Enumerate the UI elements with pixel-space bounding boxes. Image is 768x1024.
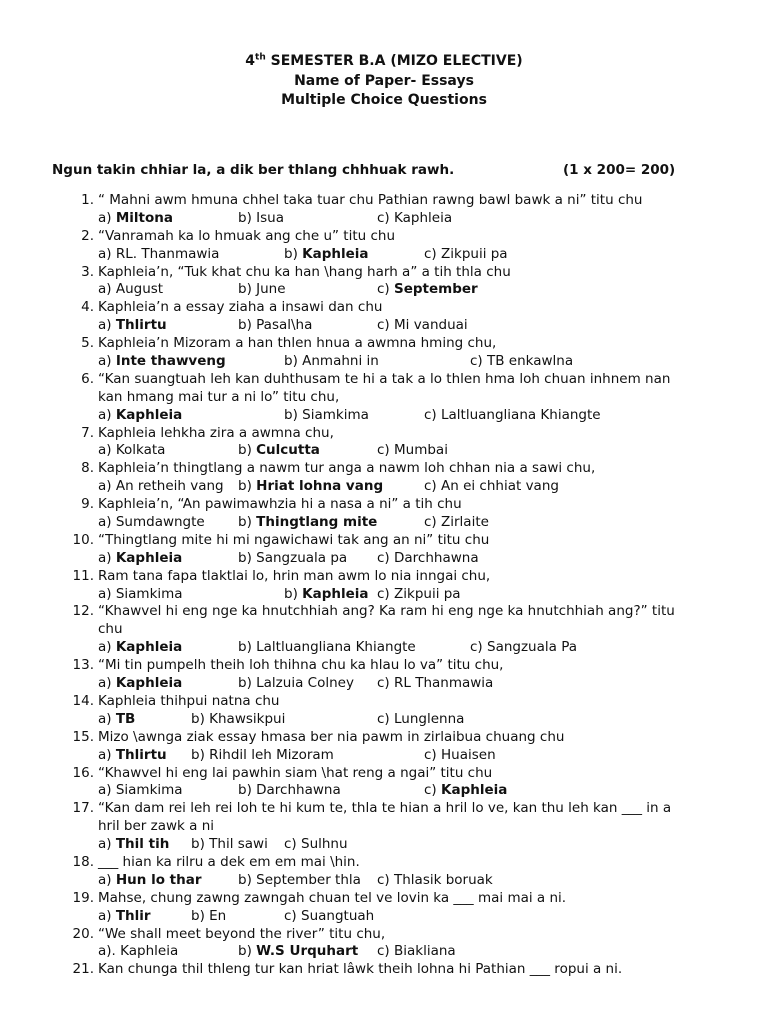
- option-text: Siamkima: [302, 406, 369, 423]
- question-number: 14.: [72, 692, 94, 709]
- answer-option: [98, 442, 165, 460]
- option-label: a): [98, 836, 112, 853]
- answer-option: [98, 872, 202, 890]
- option-label: c): [424, 478, 437, 495]
- question-line: [0, 890, 768, 908]
- question-line: [0, 657, 768, 675]
- question-line: [0, 765, 768, 783]
- option-label: c): [377, 317, 390, 334]
- question-number: 9.: [81, 496, 94, 513]
- answer-option: [98, 943, 178, 961]
- question-number: 20.: [72, 925, 94, 942]
- option-text-correct: Thlirtu: [115, 746, 167, 763]
- question-text: Kaphleia’n thingtlang a nawm tur anga a nawm loh chhan nia a sawi chu,: [98, 460, 596, 477]
- answer-option: [98, 639, 182, 657]
- option-label: c): [470, 353, 483, 370]
- question-line: [0, 603, 768, 621]
- option-label: b): [238, 442, 252, 459]
- answer-option: [284, 836, 348, 854]
- options-row: [0, 281, 768, 299]
- option-text-correct: Hriat lohna vang: [256, 478, 384, 495]
- question-line: [0, 926, 768, 944]
- answer-option: [424, 747, 496, 765]
- question-number: 1.: [81, 192, 94, 208]
- document-header: [0, 52, 768, 111]
- option-label: c): [424, 746, 437, 763]
- answer-option: [191, 836, 268, 854]
- option-label: c): [377, 675, 390, 692]
- question-line: [0, 693, 768, 711]
- options-row: [0, 872, 768, 890]
- question-text: chu: [98, 621, 123, 638]
- answer-option: [191, 908, 226, 926]
- question-line: [0, 299, 768, 317]
- answer-option: [98, 711, 135, 729]
- question-number: 8.: [81, 460, 94, 477]
- options-row: [0, 550, 768, 568]
- option-label: b): [284, 353, 298, 370]
- options-row: [0, 711, 768, 729]
- option-label: a): [98, 478, 112, 495]
- answer-option: [284, 246, 369, 264]
- option-label: c): [377, 943, 390, 960]
- option-text: Mumbai: [394, 442, 448, 459]
- marks-text: (1 x 200= 200): [563, 162, 676, 178]
- option-text: Kaphleia: [120, 943, 179, 960]
- answer-option: [238, 478, 383, 496]
- question-line: [0, 425, 768, 443]
- option-label: a): [98, 585, 112, 602]
- options-row: [0, 836, 768, 854]
- question-continuation: [0, 621, 768, 639]
- question-line: [0, 228, 768, 246]
- option-text: TB enkawlna: [487, 353, 574, 370]
- option-text: RL Thanmawia: [394, 675, 494, 692]
- answer-option: [98, 514, 205, 532]
- option-text-correct: Thlirtu: [115, 317, 167, 334]
- options-row: [0, 675, 768, 693]
- option-text: August: [115, 281, 164, 298]
- option-text-correct: Thil tih: [115, 836, 170, 853]
- answer-option: [377, 943, 456, 961]
- question-number: 11.: [72, 567, 94, 584]
- section-title: Multiple Choice Questions: [281, 92, 487, 108]
- paper-name: Name of Paper- Essays: [294, 72, 474, 89]
- option-label: c): [377, 549, 390, 566]
- option-text: Siamkima: [115, 782, 183, 799]
- answer-option: [424, 478, 559, 496]
- question-text: “Thingtlang mite hi mi ngawichawi tak ang an ni” titu chu: [98, 531, 490, 548]
- question-line: [0, 961, 768, 979]
- answer-option: [470, 639, 577, 657]
- answer-option: [238, 514, 377, 532]
- question-text: Mahse, chung zawng zawngah chuan tel ve lovin ka ___ mai mai a ni.: [98, 889, 567, 906]
- option-label: b): [238, 871, 252, 888]
- options-row: [0, 317, 768, 335]
- option-label: a): [98, 317, 112, 334]
- question-text: “Khawvel hi eng nge ka hnutchhiah ang? Ka ram hi eng nge ka hnutchhiah ang?” titu: [98, 603, 675, 620]
- answer-option: [238, 943, 358, 961]
- option-label: b): [238, 317, 252, 334]
- answer-option: [98, 210, 173, 228]
- question-line: [0, 335, 768, 353]
- option-text: En: [209, 907, 227, 924]
- option-text: Suangtuah: [301, 907, 375, 924]
- answer-option: [238, 550, 347, 568]
- question-text: “Kan dam rei leh rei loh te hi kum te, thla te hian a hril lo ve, kan thu leh kan ___ in a: [98, 800, 672, 817]
- answer-option: [238, 442, 320, 460]
- question-text: “ Mahni awm hmuna chhel taka tuar chu Pathian rawng bawl bawk a ni” titu chu: [98, 192, 643, 208]
- option-text: Laltluangliana Khiangte: [256, 639, 416, 656]
- question-line: [0, 460, 768, 478]
- question-list: [0, 192, 768, 979]
- option-label: a): [98, 406, 112, 423]
- option-text-correct: Kaphleia: [302, 585, 369, 602]
- option-label: a): [98, 549, 112, 566]
- question-line: [0, 532, 768, 550]
- options-row: [0, 639, 768, 657]
- option-text: Rihdil leh Mizoram: [209, 746, 334, 763]
- question-line: [0, 854, 768, 872]
- option-text: Lalzuia Colney: [256, 675, 354, 692]
- question-text: “Khawvel hi eng lai pawhin siam \hat reng a ngai” titu chu: [98, 764, 493, 781]
- option-label: a): [98, 442, 112, 459]
- question-line: [0, 496, 768, 514]
- option-label: a): [98, 710, 112, 727]
- option-text: Sangzuala Pa: [487, 639, 578, 656]
- question-line: [0, 568, 768, 586]
- question-number: 19.: [72, 889, 94, 906]
- options-row: [0, 246, 768, 264]
- question-text: “We shall meet beyond the river” titu chu,: [98, 925, 386, 942]
- option-text: Siamkima: [115, 585, 183, 602]
- option-text: Sulhnu: [301, 836, 348, 853]
- question-text: Kaphleia’n Mizoram a han thlen hnua a awmna hming chu,: [98, 335, 497, 352]
- option-label: b): [238, 782, 252, 799]
- option-text: RL. Thanmawia: [115, 245, 220, 262]
- answer-option: [470, 353, 573, 371]
- option-label: c): [284, 836, 297, 853]
- answer-option: [377, 872, 493, 890]
- question-text: Ram tana fapa tlaktlai lo, hrin man awm lo nia inngai chu,: [98, 567, 491, 584]
- question-number: 6.: [81, 370, 94, 387]
- answer-option: [238, 675, 354, 693]
- option-text: September thla: [256, 871, 361, 888]
- question-number: 13.: [72, 657, 94, 674]
- question-number: 5.: [81, 335, 94, 352]
- options-row: [0, 478, 768, 496]
- option-text: An retheih vang: [115, 478, 224, 495]
- option-label: a): [98, 353, 112, 370]
- option-label: b): [238, 675, 252, 692]
- options-row: [0, 353, 768, 371]
- option-label: c): [377, 442, 390, 459]
- answer-option: [98, 836, 169, 854]
- question-line: [0, 729, 768, 747]
- option-text-correct: Thingtlang mite: [256, 514, 378, 531]
- option-text: Thil sawi: [209, 836, 268, 853]
- question-continuation: [0, 818, 768, 836]
- option-text: Sangzuala pa: [256, 549, 348, 566]
- question-line: [0, 371, 768, 389]
- option-label: a): [98, 746, 112, 763]
- answer-option: [238, 210, 284, 228]
- options-row: [0, 442, 768, 460]
- answer-option: [377, 317, 468, 335]
- option-label: c): [284, 907, 297, 924]
- answer-option: [98, 550, 182, 568]
- option-text: Kaphleia: [394, 209, 453, 226]
- option-text: Anmahni in: [302, 353, 379, 370]
- answer-option: [238, 281, 286, 299]
- option-text: Zirlaite: [441, 514, 489, 531]
- answer-option: [377, 675, 493, 693]
- option-text: Huaisen: [441, 746, 496, 763]
- option-text: Darchhawna: [256, 782, 341, 799]
- answer-option: [424, 782, 507, 800]
- option-label: c): [377, 871, 390, 888]
- option-text: Zikpuii pa: [394, 585, 461, 602]
- option-label: b): [238, 281, 252, 298]
- answer-option: [191, 711, 285, 729]
- option-label: a): [98, 907, 112, 924]
- answer-option: [98, 908, 151, 926]
- option-text: Darchhawna: [394, 549, 479, 566]
- options-row: [0, 586, 768, 604]
- option-text: Thlasik boruak: [394, 871, 493, 888]
- question-number: 15.: [72, 728, 94, 745]
- option-text-correct: Miltona: [115, 209, 173, 226]
- question-number: 10.: [72, 531, 94, 548]
- question-line: [0, 800, 768, 818]
- answer-option: [98, 747, 167, 765]
- option-text: Sumdawngte: [115, 514, 205, 531]
- option-label: a): [98, 782, 112, 799]
- option-label: c): [377, 585, 390, 602]
- question-text: “Vanramah ka lo hmuak ang che u” titu chu: [98, 227, 396, 244]
- answer-option: [98, 317, 167, 335]
- option-text-correct: Hun lo thar: [115, 871, 202, 888]
- option-label: b): [238, 639, 252, 656]
- question-line: [0, 264, 768, 282]
- option-label: c): [424, 514, 437, 531]
- question-number: 7.: [81, 424, 94, 441]
- option-text-correct: Inte thawveng: [115, 353, 226, 370]
- option-label: b): [284, 245, 298, 262]
- option-text: Lunglenna: [394, 710, 465, 727]
- question-continuation: [0, 389, 768, 407]
- option-label: a): [98, 514, 112, 531]
- answer-option: [377, 711, 464, 729]
- options-row: [0, 210, 768, 228]
- option-label: b): [238, 943, 252, 960]
- instruction-text: Ngun takin chhiar la, a dik ber thlang chhhuak rawh.: [52, 162, 455, 178]
- question-text: Kaphleia lehkha zira a awmna chu,: [98, 424, 334, 441]
- question-text: ___ hian ka rilru a dek em em mai \hin.: [98, 853, 360, 870]
- option-text: June: [256, 281, 286, 298]
- question-text: “Kan suangtuah leh kan duhthusam te hi a tak a lo thlen hma loh chuan inhnem nan: [98, 370, 671, 387]
- answer-option: [98, 246, 219, 264]
- answer-option: [238, 317, 312, 335]
- option-text-correct: Kaphleia: [115, 549, 183, 566]
- option-text-correct: W.S Urquhart: [256, 943, 359, 960]
- answer-option: [98, 782, 183, 800]
- answer-option: [424, 407, 601, 425]
- question-line: [0, 192, 768, 210]
- question-text: Kan chunga thil thleng tur kan hriat lâwk theih lohna hi Pathian ___ ropui a ni.: [98, 961, 623, 978]
- option-text-correct: Kaphleia: [115, 675, 183, 692]
- question-text: Kaphleia’n, “An pawimawhzia hi a nasa a ni” a tih chu: [98, 496, 462, 513]
- options-row: [0, 747, 768, 765]
- option-label: a): [98, 675, 112, 692]
- option-text-correct: Kaphleia: [115, 406, 183, 423]
- options-row: [0, 908, 768, 926]
- answer-option: [284, 586, 369, 604]
- options-row: [0, 782, 768, 800]
- option-text: An ei chhiat vang: [441, 478, 559, 495]
- option-text: Biakliana: [394, 943, 456, 960]
- option-text-correct: Kaphleia: [115, 639, 183, 656]
- question-number: 17.: [72, 800, 94, 817]
- option-text-correct: TB: [115, 710, 136, 727]
- option-label: a): [98, 281, 112, 298]
- options-row: [0, 943, 768, 961]
- answer-option: [238, 639, 416, 657]
- option-label: b): [284, 406, 298, 423]
- answer-option: [284, 353, 379, 371]
- answer-option: [98, 675, 182, 693]
- answer-option: [98, 353, 226, 371]
- answer-option: [284, 908, 374, 926]
- option-text: Mi vanduai: [394, 317, 468, 334]
- question-text: Kaphleia’n, “Tuk khat chu ka han \hang harh a” a tih thla chu: [98, 263, 511, 280]
- option-text-correct: Culcutta: [256, 442, 320, 459]
- option-label: c): [424, 245, 437, 262]
- answer-option: [284, 407, 369, 425]
- option-label: b): [191, 746, 205, 763]
- semester-title: [0, 52, 768, 72]
- answer-option: [424, 246, 508, 264]
- semester-number: 4: [245, 53, 256, 69]
- option-label: a): [98, 639, 112, 656]
- question-text: hril ber zawk a ni: [98, 818, 214, 835]
- answer-option: [377, 210, 452, 228]
- option-label: c): [470, 639, 483, 656]
- option-label: b): [191, 836, 205, 853]
- semester-title-rest: SEMESTER B.A (MIZO ELECTIVE): [265, 53, 523, 69]
- option-label: b): [238, 549, 252, 566]
- answer-option: [191, 747, 334, 765]
- option-label: a): [98, 209, 112, 226]
- option-label: a): [98, 245, 112, 262]
- option-label: b): [238, 514, 252, 531]
- option-label: b): [238, 478, 252, 495]
- option-text: Zikpuii pa: [441, 245, 508, 262]
- question-number: 12.: [72, 603, 94, 620]
- instruction-row: [52, 162, 732, 182]
- option-text: Pasal\ha: [256, 317, 313, 334]
- question-number: 2.: [81, 227, 94, 244]
- option-text: Khawsikpui: [209, 710, 286, 727]
- question-text: Kaphleia’n a essay ziaha a insawi dan chu: [98, 299, 383, 316]
- option-label: a): [98, 871, 112, 888]
- answer-option: [98, 586, 183, 604]
- option-label: c): [377, 209, 390, 226]
- question-number: 16.: [72, 764, 94, 781]
- answer-option: [377, 550, 479, 568]
- question-number: 21.: [72, 961, 94, 978]
- option-label: c): [377, 710, 390, 727]
- question-text: Kaphleia thihpui natna chu: [98, 692, 280, 709]
- option-text-correct: Kaphleia: [441, 782, 508, 799]
- option-text-correct: September: [394, 281, 478, 298]
- option-label: b): [191, 907, 205, 924]
- question-number: 3.: [81, 263, 94, 280]
- answer-option: [377, 586, 461, 604]
- answer-option: [98, 478, 224, 496]
- answer-option: [377, 281, 478, 299]
- ordinal-suffix: th: [255, 52, 266, 63]
- option-label: b): [284, 585, 298, 602]
- option-label: c): [424, 782, 437, 799]
- option-text: Isua: [256, 209, 284, 226]
- option-label: c): [377, 281, 390, 298]
- question-text: “Mi tin pumpelh theih loh thihna chu ka hlau lo va” titu chu,: [98, 657, 504, 674]
- answer-option: [238, 782, 341, 800]
- option-label: a).: [98, 943, 116, 960]
- question-text: Mizo \awnga ziak essay hmasa ber nia pawm in zirlaibua chuang chu: [98, 728, 565, 745]
- answer-option: [98, 407, 182, 425]
- option-text-correct: Kaphleia: [302, 245, 369, 262]
- option-text-correct: Thlir: [115, 907, 151, 924]
- answer-option: [98, 281, 163, 299]
- question-number: 4.: [81, 299, 94, 316]
- options-row: [0, 407, 768, 425]
- option-label: b): [238, 209, 252, 226]
- option-label: b): [191, 710, 205, 727]
- question-text: kan hmang mai tur a ni lo” titu chu,: [98, 388, 340, 405]
- question-number: 18.: [72, 853, 94, 870]
- option-text: Laltluangliana Khiangte: [441, 406, 601, 423]
- option-label: c): [424, 406, 437, 423]
- answer-option: [377, 442, 448, 460]
- option-text: Kolkata: [115, 442, 166, 459]
- answer-option: [238, 872, 361, 890]
- answer-option: [424, 514, 489, 532]
- options-row: [0, 514, 768, 532]
